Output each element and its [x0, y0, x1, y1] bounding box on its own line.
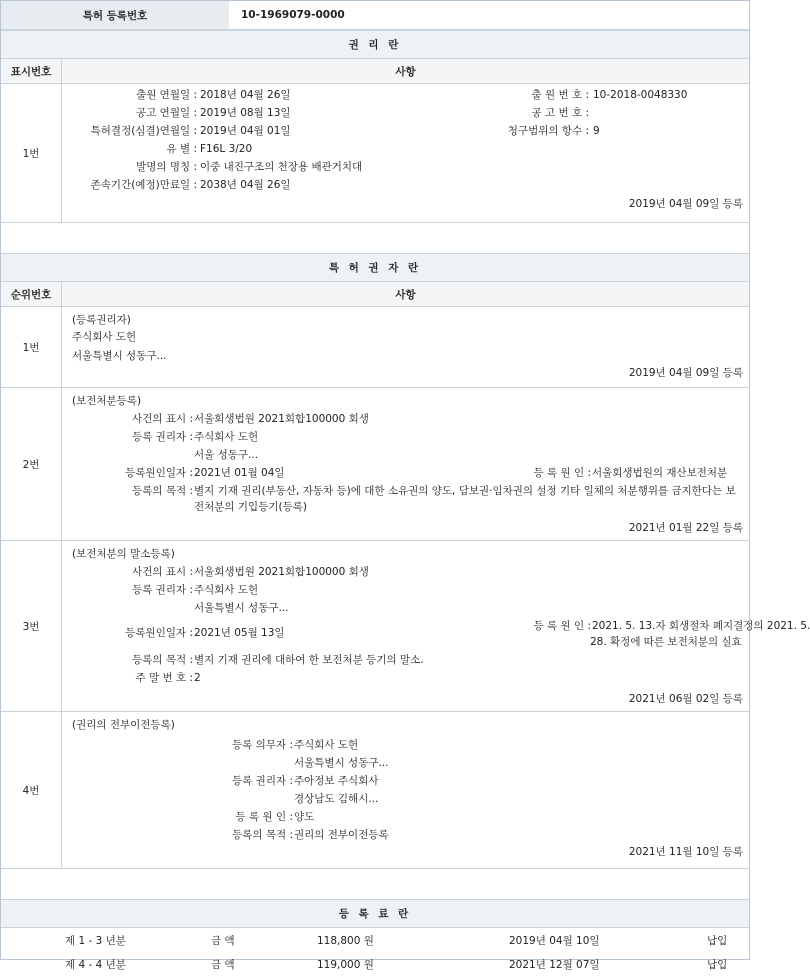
- holder-row-4-obligor-label: 등록 의무자 :: [232, 739, 293, 751]
- expiry-date-label: 존속기간(예정)만료일 :: [90, 179, 197, 191]
- holder-row-2-heading: (보전처분등록): [72, 395, 142, 407]
- holder-row-2-holder-address: 서울 성동구...: [194, 449, 259, 461]
- invention-title-label: 발명의 명칭 :: [136, 161, 197, 173]
- holder-row-2-number: 2번: [1, 388, 62, 540]
- holder-row-4-holder-label: 등록 권리자 :: [232, 775, 293, 787]
- holder-row-4: [1, 712, 749, 869]
- holder-row-3-heading: (보전처분의 말소등록): [72, 548, 175, 560]
- holder-row-4-obligor-address: 서울특별시 성동구...: [294, 757, 389, 769]
- fee-row-2-amount: 119,000 원: [317, 958, 374, 971]
- registration-number-label: 특허 등록번호: [1, 1, 229, 29]
- holder-row-2-purpose-line1: 별지 기재 권리(부동산, 자동차 등)에 대한 소유권의 양도, 담보권·임차권의 설정 기타 일체의 처분행위를 금지한다는 보: [194, 485, 736, 497]
- holder-row-4-holder-address: 경상남도 김해시...: [294, 793, 379, 805]
- expiry-date-value: 2038년 04월 26일: [200, 179, 291, 191]
- fee-row-1-date: 2019년 04월 10일: [509, 934, 600, 947]
- holder-row-2-holder: 주식회사 도헌: [194, 431, 259, 443]
- publication-number-label: 공 고 번 호 :: [531, 107, 589, 119]
- holder-row-2-purpose-line2: 전처분의 기입등기(등록): [194, 501, 307, 513]
- holder-row-3-case-label: 사건의 표시 :: [132, 566, 193, 578]
- holder-row-3-cause-line1: 2021. 5. 13.자 회생절차 폐지결정의 2021. 5.: [592, 620, 810, 632]
- registration-number-value: 10-1969079-0000: [241, 9, 345, 21]
- fee-row-2-amount-label: 금 액: [211, 958, 235, 971]
- holder-row-2-cause-date-label: 등록원인일자 :: [125, 467, 193, 479]
- rights-col-num: 표시번호: [1, 59, 62, 83]
- holders-col-item: 사항: [395, 288, 416, 301]
- apply-date-value: 2018년 04월 26일: [200, 89, 291, 101]
- holder-row-3-holder: 주식회사 도헌: [194, 584, 259, 596]
- holder-row-2-date: 2021년 01월 22일 등록: [628, 522, 743, 534]
- fee-row-1-period: 제 1 - 3 년분: [65, 934, 126, 947]
- holders-column-header: [1, 282, 749, 307]
- decision-date-value: 2019년 04월 01일: [200, 125, 291, 137]
- holder-row-3-purpose-label: 등록의 목적 :: [132, 654, 193, 666]
- holder-row-4-cause: 양도: [294, 811, 315, 823]
- holder-row-3-cause-label: 등 록 원 인 :: [533, 620, 591, 632]
- holder-row-1-date: 2019년 04월 09일 등록: [628, 367, 743, 379]
- fee-row-2-status: 납입: [707, 958, 728, 971]
- holder-row-2-cause-date: 2021년 01월 04일: [194, 467, 285, 479]
- holder-row-3-main-number-label: 주 말 번 호 :: [135, 672, 193, 684]
- holder-row-3-cause-date: 2021년 05월 13일: [194, 627, 285, 639]
- holder-row-2: [1, 388, 749, 541]
- holder-row-4-purpose: 권리의 전부이전등록: [294, 829, 389, 841]
- fee-row-1: [1, 928, 749, 952]
- rights-registered-date: 2019년 04월 09일 등록: [628, 198, 743, 210]
- holder-row-4-obligor: 주식회사 도헌: [294, 739, 359, 751]
- registration-number-row: [1, 1, 749, 30]
- rights-section-title: 권 리 란: [1, 30, 749, 59]
- holders-col-num: 순위번호: [1, 282, 62, 306]
- publication-date-label: 공고 연월일 :: [136, 107, 197, 119]
- classification-label: 유 별 :: [166, 143, 197, 155]
- holder-row-2-case-label: 사건의 표시 :: [132, 413, 193, 425]
- holder-row-2-cause-label: 등 록 원 인 :: [533, 467, 591, 479]
- holder-row-1-address: 서울특별시 성동구...: [72, 350, 167, 362]
- holder-row-4-holder: 주아정보 주식회사: [294, 775, 379, 787]
- claims-count-value: 9: [593, 125, 600, 137]
- fee-row-1-status: 납입: [707, 934, 728, 947]
- fees-section-title: 등 록 료 란: [1, 899, 749, 928]
- holder-row-3-holder-address: 서울특별시 성동구...: [194, 602, 289, 614]
- holder-row-3-main-number: 2: [194, 672, 201, 684]
- holder-row-3-cause-line2: 28. 확정에 따른 보전처분의 실효: [590, 636, 742, 648]
- holder-row-4-number: 4번: [1, 712, 62, 868]
- holder-row-2-cause: 서울회생법원의 재산보전처분: [592, 467, 728, 479]
- rights-column-header: [1, 59, 749, 84]
- classification-value: F16L 3/20: [200, 143, 253, 155]
- holder-row-4-heading: (권리의 전부이전등록): [72, 719, 175, 731]
- holder-row-3-case: 서울회생법원 2021회합100000 회생: [194, 566, 369, 578]
- holder-row-4-purpose-label: 등록의 목적 :: [232, 829, 293, 841]
- publication-date-value: 2019년 08월 13일: [200, 107, 291, 119]
- holder-row-3: [1, 541, 810, 712]
- holder-row-3-holder-label: 등록 권리자 :: [132, 584, 193, 596]
- holder-row-2-case: 서울회생법원 2021회합100000 회생: [194, 413, 369, 425]
- claims-count-label: 청구범위의 항수 :: [507, 125, 589, 137]
- holder-row-2-purpose-label: 등록의 목적 :: [132, 485, 193, 497]
- holder-row-1-number: 1번: [1, 307, 62, 387]
- holder-row-2-holder-label: 등록 권리자 :: [132, 431, 193, 443]
- holder-row-4-date: 2021년 11월 10일 등록: [628, 846, 743, 858]
- rights-col-item: 사항: [395, 65, 416, 78]
- holder-row-3-date: 2021년 06월 02일 등록: [628, 693, 743, 705]
- holder-row-3-purpose: 별지 기재 권리에 대하여 한 보전처분 등기의 말소.: [194, 654, 424, 666]
- fee-row-1-amount-label: 금 액: [211, 934, 235, 947]
- rights-row-number: 1번: [1, 84, 62, 222]
- apply-date-label: 출원 연월일 :: [136, 89, 197, 101]
- rights-row: [1, 84, 749, 223]
- fee-row-1-amount: 118,800 원: [317, 934, 374, 947]
- holders-section-title: 특 허 권 자 란: [1, 253, 749, 282]
- apply-number-label: 출 원 번 호 :: [531, 89, 589, 101]
- decision-date-label: 특허결정(심결)연월일 :: [90, 125, 197, 137]
- holder-row-4-cause-label: 등 록 원 인 :: [235, 811, 293, 823]
- fee-row-2-date: 2021년 12월 07일: [509, 958, 600, 971]
- holder-row-1: [1, 307, 749, 388]
- holder-row-1-heading: (등록권리자): [72, 314, 131, 326]
- fee-row-2-period: 제 4 - 4 년분: [65, 958, 126, 971]
- apply-number-value: 10-2018-0048330: [593, 89, 688, 101]
- holder-row-3-number: 3번: [1, 541, 62, 711]
- holder-row-3-cause-date-label: 등록원인일자 :: [125, 627, 193, 639]
- invention-title-value: 이중 내진구조의 천장용 배관거치대: [200, 161, 363, 173]
- fee-row-2: [1, 952, 749, 976]
- holder-row-1-name: 주식회사 도헌: [72, 331, 137, 343]
